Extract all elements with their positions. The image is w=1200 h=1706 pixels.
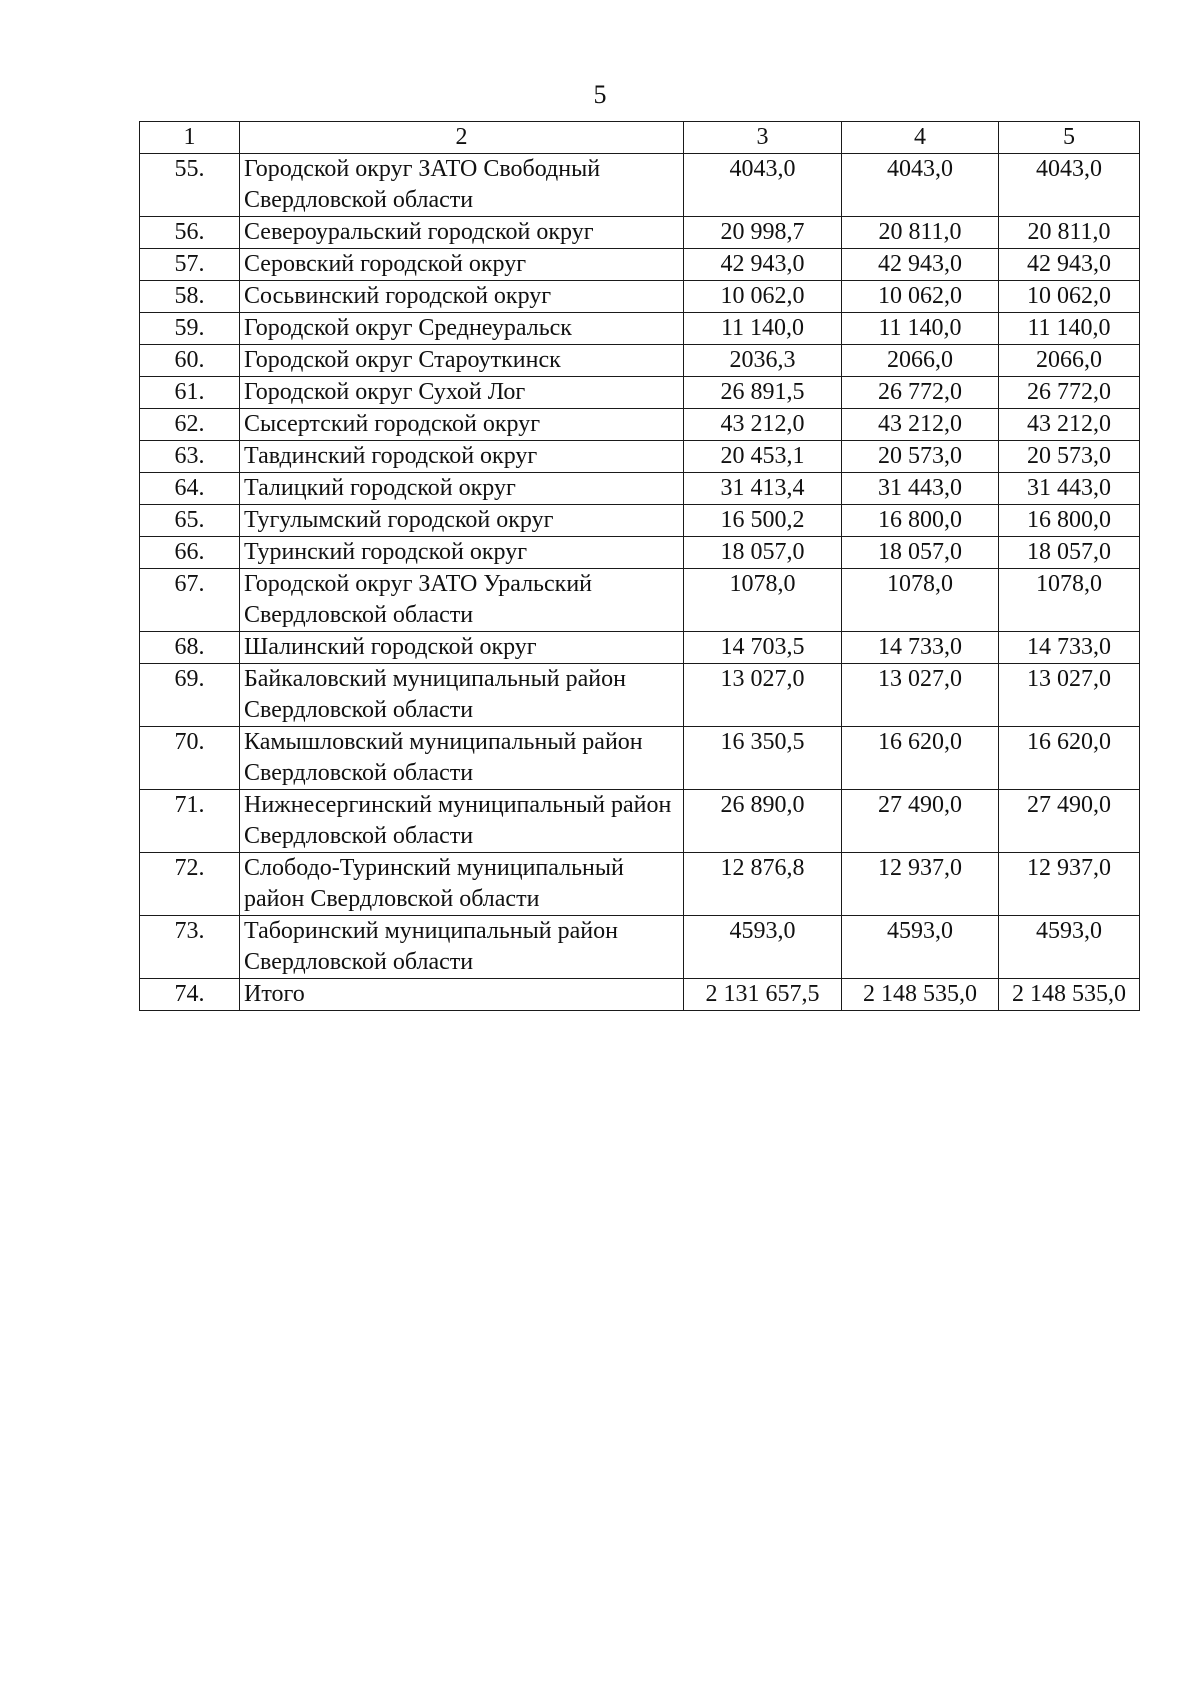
row-number-cell: 59. xyxy=(140,313,240,345)
value-col3-cell: 14 703,5 xyxy=(684,632,842,664)
value-col4-cell: 4043,0 xyxy=(842,154,999,217)
table-row xyxy=(140,505,1140,537)
value-col4-cell: 12 937,0 xyxy=(842,853,999,916)
value-col3-cell: 13 027,0 xyxy=(684,664,842,727)
table-row xyxy=(140,313,1140,345)
value-col3-cell: 16 350,5 xyxy=(684,727,842,790)
value-col4-cell: 13 027,0 xyxy=(842,664,999,727)
value-col5-cell: 42 943,0 xyxy=(999,249,1140,281)
header-cell-2: 2 xyxy=(240,122,684,154)
value-col5-cell: 27 490,0 xyxy=(999,790,1140,853)
value-col3-cell: 4593,0 xyxy=(684,916,842,979)
row-number-cell: 61. xyxy=(140,377,240,409)
table-body xyxy=(140,122,1140,1011)
municipality-name-cell: Таборинский муниципальный район Свердловской области xyxy=(240,916,684,979)
value-col3-cell: 4043,0 xyxy=(684,154,842,217)
value-col3-cell: 26 890,0 xyxy=(684,790,842,853)
table-row xyxy=(140,853,1140,916)
row-number-cell: 66. xyxy=(140,537,240,569)
municipality-name-cell: Камышловский муниципальный район Свердловской области xyxy=(240,727,684,790)
header-cell-4: 4 xyxy=(842,122,999,154)
row-number-cell: 71. xyxy=(140,790,240,853)
table-row xyxy=(140,632,1140,664)
value-col5-cell: 2066,0 xyxy=(999,345,1140,377)
table-header-row xyxy=(140,122,1140,154)
header-cell-3: 3 xyxy=(684,122,842,154)
value-col4-cell: 14 733,0 xyxy=(842,632,999,664)
municipality-name-cell: Сосьвинский городской округ xyxy=(240,281,684,313)
row-number-cell: 56. xyxy=(140,217,240,249)
table-row xyxy=(140,345,1140,377)
municipality-name-cell: Итого xyxy=(240,979,684,1011)
header-cell-5: 5 xyxy=(999,122,1140,154)
value-col3-cell: 26 891,5 xyxy=(684,377,842,409)
header-cell-1: 1 xyxy=(140,122,240,154)
value-col4-cell: 2 148 535,0 xyxy=(842,979,999,1011)
table-row xyxy=(140,409,1140,441)
value-col5-cell: 18 057,0 xyxy=(999,537,1140,569)
value-col4-cell: 43 212,0 xyxy=(842,409,999,441)
value-col5-cell: 16 620,0 xyxy=(999,727,1140,790)
value-col3-cell: 11 140,0 xyxy=(684,313,842,345)
value-col3-cell: 20 453,1 xyxy=(684,441,842,473)
value-col3-cell: 18 057,0 xyxy=(684,537,842,569)
value-col4-cell: 4593,0 xyxy=(842,916,999,979)
value-col5-cell: 1078,0 xyxy=(999,569,1140,632)
municipality-name-cell: Талицкий городской округ xyxy=(240,473,684,505)
value-col3-cell: 12 876,8 xyxy=(684,853,842,916)
table-row xyxy=(140,979,1140,1011)
value-col4-cell: 42 943,0 xyxy=(842,249,999,281)
value-col5-cell: 16 800,0 xyxy=(999,505,1140,537)
row-number-cell: 74. xyxy=(140,979,240,1011)
value-col5-cell: 20 811,0 xyxy=(999,217,1140,249)
value-col5-cell: 31 443,0 xyxy=(999,473,1140,505)
row-number-cell: 65. xyxy=(140,505,240,537)
value-col3-cell: 43 212,0 xyxy=(684,409,842,441)
table-row xyxy=(140,569,1140,632)
value-col5-cell: 11 140,0 xyxy=(999,313,1140,345)
value-col4-cell: 18 057,0 xyxy=(842,537,999,569)
row-number-cell: 68. xyxy=(140,632,240,664)
table-row xyxy=(140,377,1140,409)
value-col4-cell: 2066,0 xyxy=(842,345,999,377)
budget-table xyxy=(139,121,1140,1011)
value-col5-cell: 10 062,0 xyxy=(999,281,1140,313)
value-col5-cell: 26 772,0 xyxy=(999,377,1140,409)
municipality-name-cell: Нижнесергинский муниципальный район Свердловской области xyxy=(240,790,684,853)
value-col5-cell: 4043,0 xyxy=(999,154,1140,217)
row-number-cell: 58. xyxy=(140,281,240,313)
municipality-name-cell: Туринский городской округ xyxy=(240,537,684,569)
value-col4-cell: 11 140,0 xyxy=(842,313,999,345)
row-number-cell: 69. xyxy=(140,664,240,727)
row-number-cell: 73. xyxy=(140,916,240,979)
value-col4-cell: 16 800,0 xyxy=(842,505,999,537)
municipality-name-cell: Серовский городской округ xyxy=(240,249,684,281)
row-number-cell: 63. xyxy=(140,441,240,473)
table-row xyxy=(140,441,1140,473)
value-col4-cell: 31 443,0 xyxy=(842,473,999,505)
value-col3-cell: 2036,3 xyxy=(684,345,842,377)
municipality-name-cell: Тавдинский городской округ xyxy=(240,441,684,473)
value-col3-cell: 16 500,2 xyxy=(684,505,842,537)
value-col4-cell: 27 490,0 xyxy=(842,790,999,853)
row-number-cell: 67. xyxy=(140,569,240,632)
row-number-cell: 64. xyxy=(140,473,240,505)
table-row xyxy=(140,790,1140,853)
value-col4-cell: 1078,0 xyxy=(842,569,999,632)
municipality-name-cell: Шалинский городской округ xyxy=(240,632,684,664)
value-col5-cell: 4593,0 xyxy=(999,916,1140,979)
row-number-cell: 72. xyxy=(140,853,240,916)
table-row xyxy=(140,473,1140,505)
value-col5-cell: 20 573,0 xyxy=(999,441,1140,473)
municipality-name-cell: Тугулымский городской округ xyxy=(240,505,684,537)
value-col3-cell: 42 943,0 xyxy=(684,249,842,281)
row-number-cell: 70. xyxy=(140,727,240,790)
municipality-name-cell: Байкаловский муниципальный район Свердловской области xyxy=(240,664,684,727)
municipality-name-cell: Городской округ Сухой Лог xyxy=(240,377,684,409)
municipality-name-cell: Североуральский городской округ xyxy=(240,217,684,249)
table-row xyxy=(140,154,1140,217)
value-col5-cell: 13 027,0 xyxy=(999,664,1140,727)
municipality-name-cell: Городской округ ЗАТО Уральский Свердловской области xyxy=(240,569,684,632)
value-col5-cell: 43 212,0 xyxy=(999,409,1140,441)
value-col5-cell: 12 937,0 xyxy=(999,853,1140,916)
page-number: 5 xyxy=(593,80,607,109)
value-col5-cell: 14 733,0 xyxy=(999,632,1140,664)
value-col3-cell: 20 998,7 xyxy=(684,217,842,249)
table-row xyxy=(140,217,1140,249)
value-col3-cell: 10 062,0 xyxy=(684,281,842,313)
row-number-cell: 60. xyxy=(140,345,240,377)
table-row xyxy=(140,916,1140,979)
municipality-name-cell: Сысертский городской округ xyxy=(240,409,684,441)
value-col3-cell: 1078,0 xyxy=(684,569,842,632)
table-row xyxy=(140,281,1140,313)
municipality-name-cell: Городской округ ЗАТО Свободный Свердловской области xyxy=(240,154,684,217)
value-col4-cell: 20 811,0 xyxy=(842,217,999,249)
value-col4-cell: 26 772,0 xyxy=(842,377,999,409)
row-number-cell: 57. xyxy=(140,249,240,281)
row-number-cell: 55. xyxy=(140,154,240,217)
table-row xyxy=(140,664,1140,727)
value-col4-cell: 20 573,0 xyxy=(842,441,999,473)
table-row xyxy=(140,727,1140,790)
municipality-name-cell: Городской округ Среднеуральск xyxy=(240,313,684,345)
row-number-cell: 62. xyxy=(140,409,240,441)
table-row xyxy=(140,249,1140,281)
municipality-name-cell: Городской округ Староуткинск xyxy=(240,345,684,377)
table-row xyxy=(140,537,1140,569)
value-col3-cell: 2 131 657,5 xyxy=(684,979,842,1011)
value-col5-cell: 2 148 535,0 xyxy=(999,979,1140,1011)
value-col3-cell: 31 413,4 xyxy=(684,473,842,505)
municipality-name-cell: Слободо-Туринский муниципальный район Свердловской области xyxy=(240,853,684,916)
value-col4-cell: 16 620,0 xyxy=(842,727,999,790)
value-col4-cell: 10 062,0 xyxy=(842,281,999,313)
